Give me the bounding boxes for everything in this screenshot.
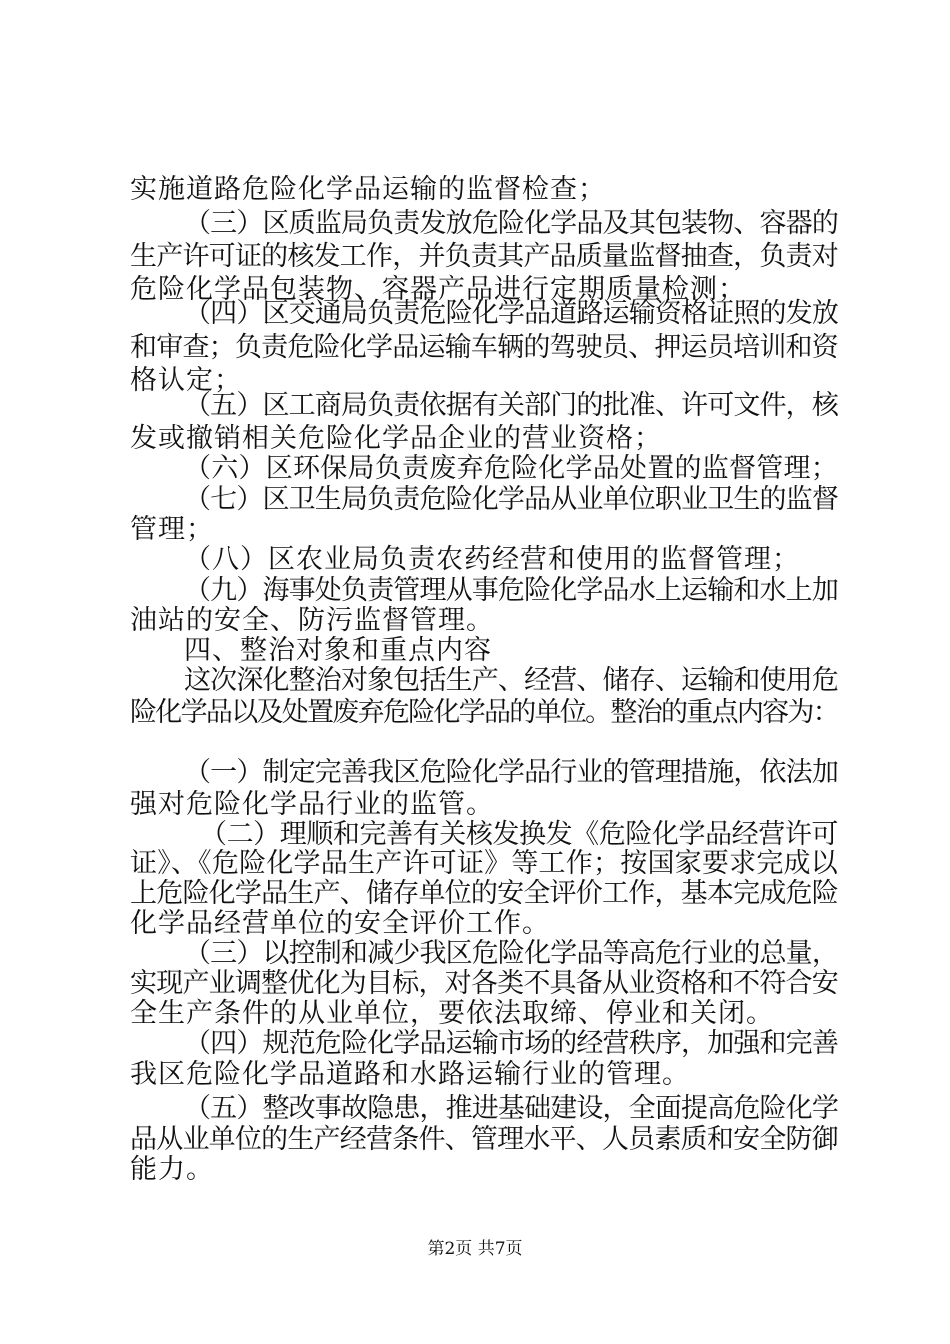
text-line: 全生产条件的从业单位，要依法取缔、停业和关闭。 — [130, 998, 774, 1029]
page-number: 第2页 共7页 — [427, 1239, 523, 1259]
text-line: 实现产业调整优化为目标，对各类不具备从业资格和不符合安 — [130, 968, 838, 999]
text-line: 能力。 — [130, 1154, 214, 1185]
text-line: （八）区农业局负责农药经营和使用的监督管理； — [184, 544, 800, 575]
text-line: （四）区交通局负责危险化学品道路运输资格证照的发放 — [184, 298, 838, 329]
text-line: （七）区卫生局负责危险化学品从业单位职业卫生的监督 — [184, 484, 838, 515]
text-line: （四）规范危险化学品运输市场的经营秩序，加强和完善 — [184, 1028, 838, 1059]
text-line: 化学品经营单位的安全评价工作。 — [130, 908, 550, 939]
text-line: （六）区环保局负责废弃危险化学品处置的监督管理； — [184, 453, 838, 484]
text-line: （五）区工商局负责依据有关部门的批准、许可文件，核 — [184, 390, 838, 421]
text-line: 实施道路危险化学品运输的监督检查； — [130, 174, 606, 205]
text-line: 管理； — [130, 514, 214, 545]
text-line: 危险化学品包装物、容器产品进行定期质量检测； — [130, 274, 746, 305]
text-line: 发或撤销相关危险化学品企业的营业资格； — [130, 423, 662, 454]
text-line: 上危险化学品生产、储存单位的安全评价工作，基本完成危险 — [130, 878, 838, 909]
text-line: （九）海事处负责管理从事危险化学品水上运输和水上加 — [184, 575, 838, 606]
text-line: 格认定； — [130, 365, 242, 396]
text-line: （三）区质监局负责发放危险化学品及其包装物、容器的 — [184, 208, 838, 239]
text-line: （五）整改事故隐患，推进基础建设，全面提高危险化学 — [184, 1093, 838, 1124]
text-line: 证》、《危险化学品生产许可证》等工作；按国家要求完成以 — [130, 848, 838, 879]
text-line: 强对危险化学品行业的监管。 — [130, 789, 494, 820]
text-line: 生产许可证的核发工作，并负责其产品质量监督抽查，负责对 — [130, 241, 838, 272]
text-line: （一）制定完善我区危险化学品行业的管理措施，依法加 — [184, 757, 838, 788]
text-line: 这次深化整治对象包括生产、经营、储存、运输和使用危 — [184, 665, 838, 696]
section-heading: 四、整治对象和重点内容 — [184, 635, 492, 666]
text-line: 品从业单位的生产经营条件、管理水平、人员素质和安全防御 — [130, 1124, 838, 1155]
text-line: 险化学品以及处置废弃危险化学品的单位。整治的重点内容为： — [130, 697, 838, 728]
text-line: （三）以控制和减少我区危险化学品等高危行业的总量， — [184, 938, 838, 969]
text-line: （二）理顺和完善有关核发换发《危险化学品经营许可 — [200, 819, 838, 850]
text-line: 和审查；负责危险化学品运输车辆的驾驶员、押运员培训和资 — [130, 332, 838, 363]
text-line: 油站的安全、防污监督管理。 — [130, 605, 494, 636]
text-line: 我区危险化学品道路和水路运输行业的管理。 — [130, 1059, 690, 1090]
